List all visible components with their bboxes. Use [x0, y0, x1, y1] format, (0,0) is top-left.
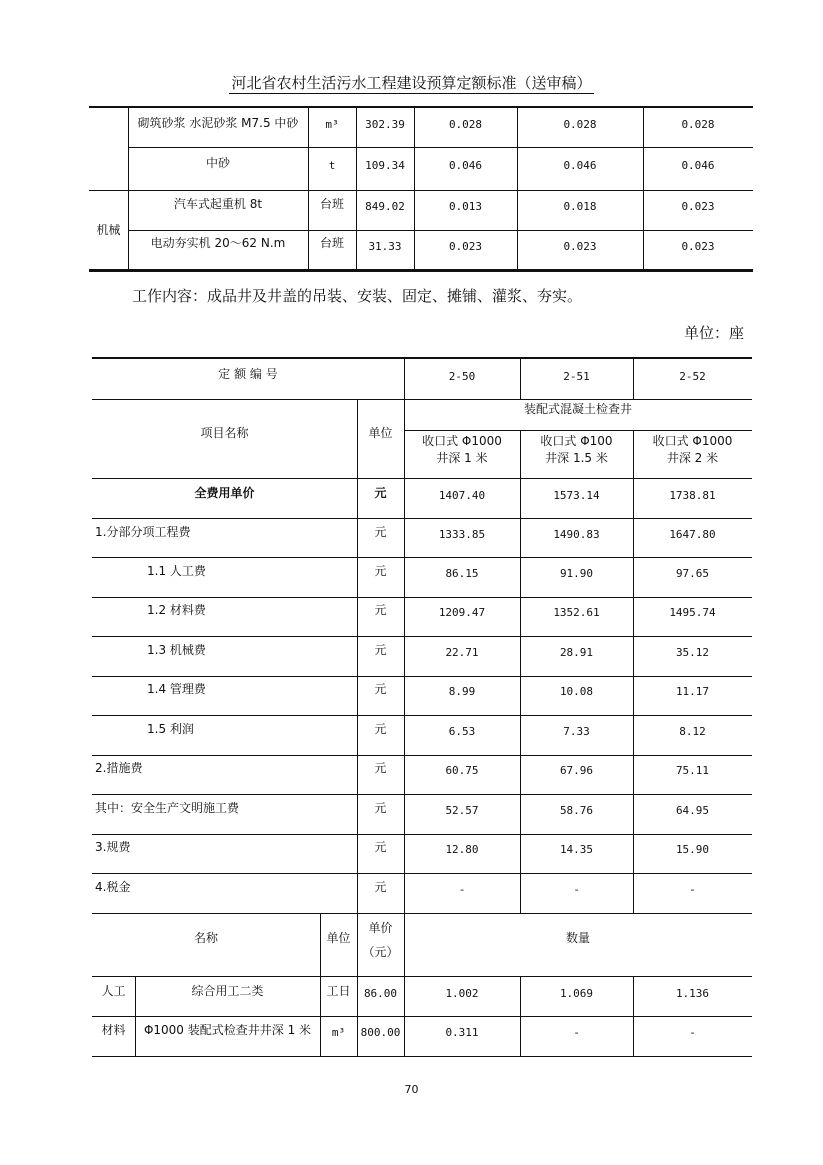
quota-code: 2-52: [679, 370, 706, 383]
cost-value: 22.71: [445, 646, 479, 659]
unit-price: 849.02: [365, 200, 405, 213]
unit-price: 31.33: [368, 240, 402, 253]
cost-item-name: 1.4 管理费: [147, 682, 206, 696]
cost-value: 1573.14: [553, 489, 600, 502]
cost-item-name: 1.2 材料费: [147, 603, 206, 617]
cost-value: 1495.74: [669, 606, 716, 619]
group-header: 装配式混凝土检查井: [523, 402, 632, 416]
resource-qty-header: 数量: [565, 931, 590, 945]
cost-item-name: 3.规费: [95, 840, 131, 854]
unit-label: 单位：座: [683, 324, 744, 342]
cost-value: 10.08: [559, 685, 594, 698]
cost-unit: 元: [374, 722, 387, 736]
cost-item-name: 1.1 人工费: [147, 564, 206, 578]
table-row: [128, 115, 308, 132]
cost-item-name: 1.5 利润: [147, 722, 194, 736]
quantity: 0.023: [563, 240, 597, 253]
unit: 台班: [319, 197, 344, 211]
resource-category: 材料: [101, 1023, 126, 1037]
cost-item-name: 2.措施费: [95, 761, 143, 775]
cost-unit: 元: [374, 880, 387, 894]
cost-value: 75.11: [675, 764, 710, 777]
cost-unit: 元: [374, 840, 387, 854]
quantity: 0.023: [681, 200, 715, 213]
quantity: 0.028: [681, 118, 715, 131]
quantity: 0.028: [563, 118, 597, 131]
resource-qty: 1.136: [675, 987, 710, 1000]
cost-value: 1209.47: [438, 606, 486, 619]
unit: 台班: [319, 236, 344, 250]
cost-item-name: 4.税金: [95, 880, 131, 894]
cost-value: 60.75: [445, 764, 479, 777]
cost-value: 7.33: [563, 725, 590, 738]
resource-unit: m³: [331, 1026, 346, 1039]
cost-value: 28.91: [559, 646, 594, 659]
quantity: 0.023: [681, 240, 715, 253]
cost-value: 8.99: [448, 685, 476, 698]
cost-value: 1738.81: [669, 489, 716, 502]
quota-code: 2-51: [563, 370, 590, 383]
quantity: 0.046: [681, 159, 715, 172]
cost-item-name: 1.分部分项工程费: [95, 525, 191, 539]
item-name-header: 项目名称: [200, 426, 249, 440]
cost-item-name: 其中：安全生产文明施工费: [95, 801, 240, 815]
cost-item-name: 1.3 机械费: [147, 643, 206, 657]
resource-price: 800.00: [360, 1026, 401, 1039]
quantity: 0.018: [563, 200, 597, 213]
resource-name: Φ1000 装配式检查井井深 1 米: [143, 1023, 312, 1037]
cost-value: 52.57: [445, 804, 479, 817]
cost-unit: 元: [374, 801, 387, 815]
cost-value: 1490.83: [553, 528, 600, 541]
resource-name: 综合用工二类: [191, 984, 264, 998]
page-number: 70: [404, 1083, 419, 1096]
cost-value: -: [573, 883, 580, 896]
work-content: 工作内容：成品井及井盖的吊装、安装、固定、摊铺、灌浆、夯实。: [132, 287, 583, 305]
machine-name: 汽车式起重机 8t: [173, 197, 263, 211]
resource-qty: 1.002: [445, 987, 479, 1000]
cost-unit: 元: [374, 564, 387, 578]
quantity: 0.023: [448, 240, 483, 253]
category-label: 机械: [96, 222, 121, 237]
unit: m³: [325, 118, 339, 131]
quantity: 0.046: [563, 159, 597, 172]
cost-value: 91.90: [559, 567, 594, 580]
cost-value: -: [458, 883, 466, 896]
resource-qty: 0.311: [445, 1026, 479, 1039]
cost-value: 1352.61: [553, 606, 600, 619]
unit-price: 302.39: [365, 118, 405, 131]
sub-header: 收口式 Φ1000 井深 2 米: [652, 434, 733, 465]
unit-price: 109.34: [365, 159, 405, 172]
cost-unit: 元: [374, 761, 387, 775]
quota-code-label: 定 额 编 号: [218, 367, 278, 381]
resource-unit-header: 单位: [326, 931, 351, 945]
cost-value: 11.17: [675, 685, 710, 698]
resource-category: 人工: [101, 984, 126, 998]
resource-qty: 1.069: [559, 987, 594, 1000]
cost-value: 8.12: [679, 725, 706, 738]
cost-value: 35.12: [675, 646, 710, 659]
machine-name: 电动夯实机 20～62 N.m: [150, 236, 286, 250]
resource-qty: -: [689, 1026, 696, 1039]
resource-price-header: 单价 （元）: [362, 921, 399, 959]
resource-name-header: 名称: [193, 931, 218, 945]
sub-header: 收口式 Φ1000 井深 1 米: [422, 434, 502, 465]
cost-unit: 元: [374, 643, 387, 657]
material-name: 中砂: [205, 156, 230, 170]
cost-unit: 元: [374, 603, 387, 617]
cost-value: 12.80: [445, 843, 479, 856]
cost-value: 1333.85: [438, 528, 486, 541]
quantity: 0.013: [448, 200, 483, 213]
cost-value: 14.35: [559, 843, 594, 856]
cost-value: 6.53: [448, 725, 476, 738]
cost-value: -: [689, 883, 696, 896]
quota-code: 2-50: [448, 370, 476, 383]
resource-qty: -: [573, 1026, 580, 1039]
quantity: 0.046: [448, 159, 483, 172]
cost-value: 58.76: [559, 804, 594, 817]
cost-value: 97.65: [675, 567, 710, 580]
cost-item-name: 全费用单价: [194, 486, 255, 500]
resource-unit: 工日: [326, 984, 351, 998]
cost-unit: 元: [374, 525, 387, 539]
cost-value: 64.95: [675, 804, 710, 817]
cost-value: 15.90: [675, 843, 710, 856]
unit-header: 单位: [368, 426, 393, 440]
unit: t: [328, 159, 336, 172]
cost-value: 1647.80: [669, 528, 716, 541]
cost-value: 1407.40: [438, 489, 486, 502]
resource-price: 86.00: [363, 987, 398, 1000]
cost-value: 86.15: [445, 567, 479, 580]
sub-header: 收口式 Φ100 井深 1.5 米: [540, 434, 613, 465]
cost-unit: 元: [374, 682, 387, 696]
cost-value: 67.96: [559, 764, 594, 777]
material-name: 砌筑砂浆 水泥砂浆 M7.5 中砂: [137, 116, 299, 130]
cost-unit: 元: [374, 486, 387, 500]
document-title: 河北省农村生活污水工程建设预算定额标准（送审稿）: [231, 74, 592, 92]
quantity: 0.028: [448, 118, 483, 131]
